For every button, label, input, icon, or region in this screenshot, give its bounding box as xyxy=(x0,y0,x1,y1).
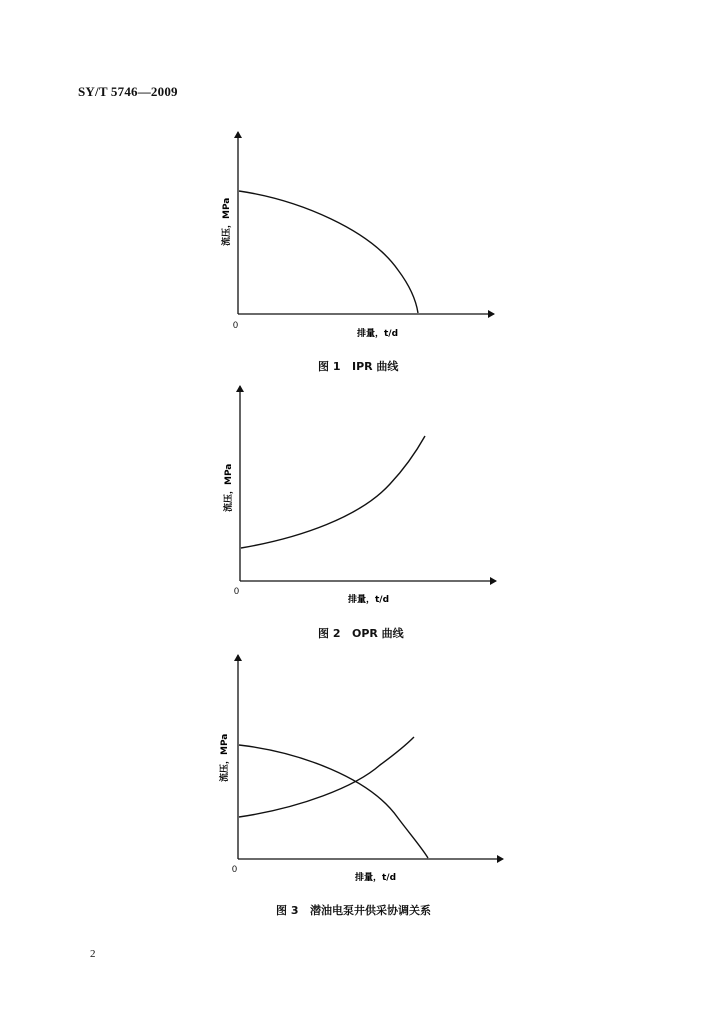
figure-1-ipr-curve xyxy=(239,191,418,313)
figure-2-x-axis-label: 排量，t/d xyxy=(348,595,390,605)
figure-2-opr-curve xyxy=(241,436,425,548)
figure-3-ipr-curve xyxy=(239,745,428,858)
figure-2-y-axis-label: 流压，MPa xyxy=(224,463,234,512)
document-code-header: SY/T 5746—2009 xyxy=(78,84,178,99)
figure-3-y-axis-label: 流压，MPa xyxy=(220,733,230,782)
figure-1-y-axis-label: 流压，MPa xyxy=(222,197,232,246)
figure-2-caption: 图 2 OPR 曲线 xyxy=(318,627,404,640)
figure-1-origin-label: 0 xyxy=(233,320,239,330)
figure-1-x-axis-label: 排量，t/d xyxy=(357,329,399,339)
figure-3-coordination-plot xyxy=(218,655,503,883)
figure-3-caption: 图 3 潜油电泵井供采协调关系 xyxy=(276,904,431,917)
figure-2-origin-label: 0 xyxy=(234,586,240,596)
figure-3-origin-label: 0 xyxy=(232,864,238,874)
figure-3-x-axis-label: 排量，t/d xyxy=(355,873,397,883)
figure-2-opr-plot xyxy=(222,386,496,605)
figure-1-caption: 图 1 IPR 曲线 xyxy=(318,360,399,373)
page-number: 2 xyxy=(90,948,96,960)
figure-1-ipr-plot xyxy=(220,132,494,339)
